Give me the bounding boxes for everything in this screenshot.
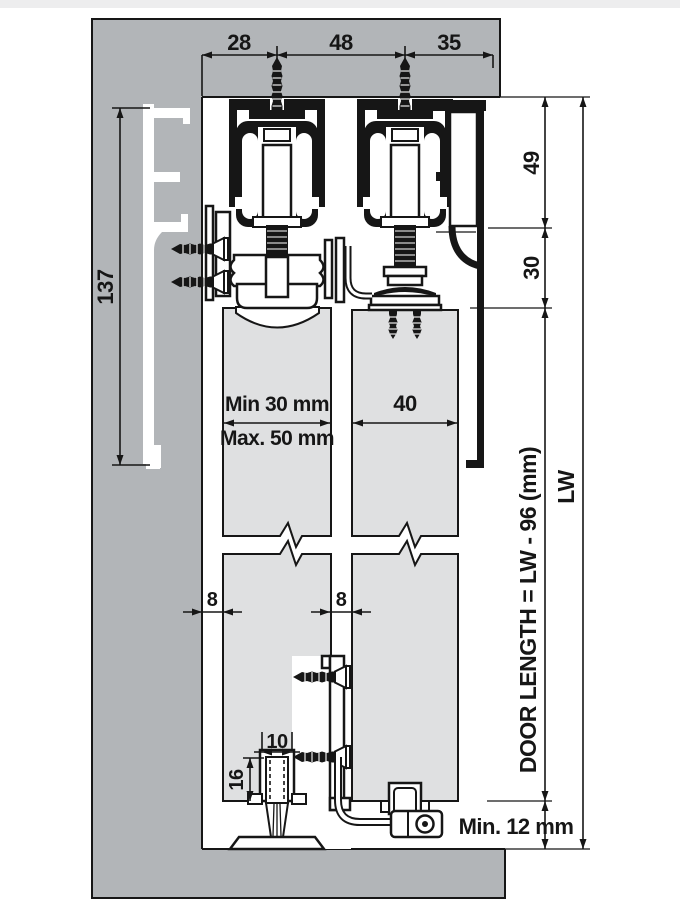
rear-door-lower [352,541,458,801]
dim-track-height: 49 [519,151,544,175]
dim-groove-width: 10 [266,731,288,753]
door-length-formula: DOOR LENGTH = LW - 96 (mm) [515,446,541,774]
guide-base-plate [230,837,324,849]
dim-end-offset: 35 [437,30,461,55]
dim-front-thickness-min: Min 30 mm [224,393,330,416]
dim-door-gap: 8 [335,589,347,611]
mid-angle-bracket [325,238,372,302]
dim-front-wall-gap: 8 [206,589,218,611]
dim-opening-height: LW [553,470,579,504]
adjustment-nut [384,267,426,276]
floor [92,849,505,898]
dim-floor-clearance: Min. 12 mm [458,814,574,839]
top-border-band [0,0,680,8]
dim-cover-profile-height: 137 [93,269,118,305]
dim-front-thickness-max: Max. 50 mm [219,427,335,450]
dim-groove-depth: 16 [226,769,248,791]
dim-bracket-offset: 28 [227,30,251,55]
dim-clearance: 30 [519,256,544,280]
dim-trolley-spacing: 48 [329,30,353,55]
rear-door-upper [352,310,458,547]
dim-rear-thickness: 40 [393,391,417,416]
mounting-plate [371,296,439,305]
